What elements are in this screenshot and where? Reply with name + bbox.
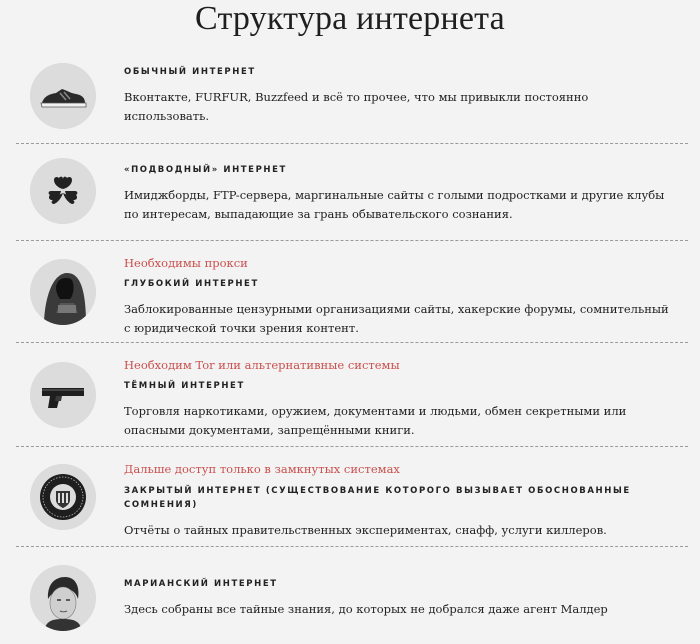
access-requirement: Необходим Tor или альтернативные системы (124, 358, 400, 372)
access-requirement: Необходимы прокси (124, 256, 248, 270)
divider (16, 240, 688, 241)
section-description: Вконтакте, FURFUR, Buzzfeed и всё то прочее, что мы привыкли постоянно использовать. (124, 90, 589, 123)
section-ordinary-internet (16, 58, 688, 138)
section-label: ТЁМНЫЙ ИНТЕРНЕТ (124, 381, 245, 391)
section-closed-internet (16, 456, 688, 542)
page-title: Структура интернета (195, 0, 505, 37)
four-hearts-icon (30, 158, 96, 224)
sneaker-icon (30, 63, 96, 129)
section-label: МАРИАНСКИЙ ИНТЕРНЕТ (124, 579, 278, 589)
section-underwater-internet (16, 150, 688, 236)
section-deep-internet (16, 250, 688, 338)
divider (16, 342, 688, 343)
fbi-seal-icon (30, 464, 96, 530)
divider (16, 546, 688, 547)
pistol-icon (30, 362, 96, 428)
section-description: Заблокированные цензурными организациями сайты, хакерские форумы, сомнительный с юридической точки зрения контент. (124, 302, 669, 335)
section-description: Здесь собраны все тайные знания, до которых не добрался даже агент Малдер (124, 602, 608, 616)
section-description: Отчёты о тайных правительственных экспериментах, снафф, услуги киллеров. (124, 523, 607, 537)
divider (16, 446, 688, 447)
section-dark-internet (16, 352, 688, 440)
section-description: Торговля наркотиками, оружием, документами и людьми, обмен секретными или опасными документами, запрещёнными книги. (124, 404, 627, 437)
agent-portrait-icon (30, 565, 96, 631)
section-label: ОБЫЧНЫЙ ИНТЕРНЕТ (124, 67, 256, 77)
section-description: Имиджборды, FTP-сервера, маргинальные сайты с голыми подростками и другие клубы по интересам, выпадающие за грань обывательского сознания. (124, 188, 665, 221)
divider (16, 143, 688, 144)
access-requirement: Дальше доступ только в замкнутых системах (124, 462, 400, 476)
section-label: «ПОДВОДНЫЙ» ИНТЕРНЕТ (124, 165, 287, 175)
section-mariana-internet (16, 556, 688, 642)
hooded-hacker-icon (30, 259, 96, 325)
section-label: ГЛУБОКИЙ ИНТЕРНЕТ (124, 279, 259, 289)
section-label: ЗАКРЫТЫЙ ИНТЕРНЕТ (СУЩЕСТВОВАНИЕ КОТОРОГО ВЫЗЫВАЕТ ОБОСНОВАННЫЕ СОМНЕНИЯ) (124, 486, 631, 510)
